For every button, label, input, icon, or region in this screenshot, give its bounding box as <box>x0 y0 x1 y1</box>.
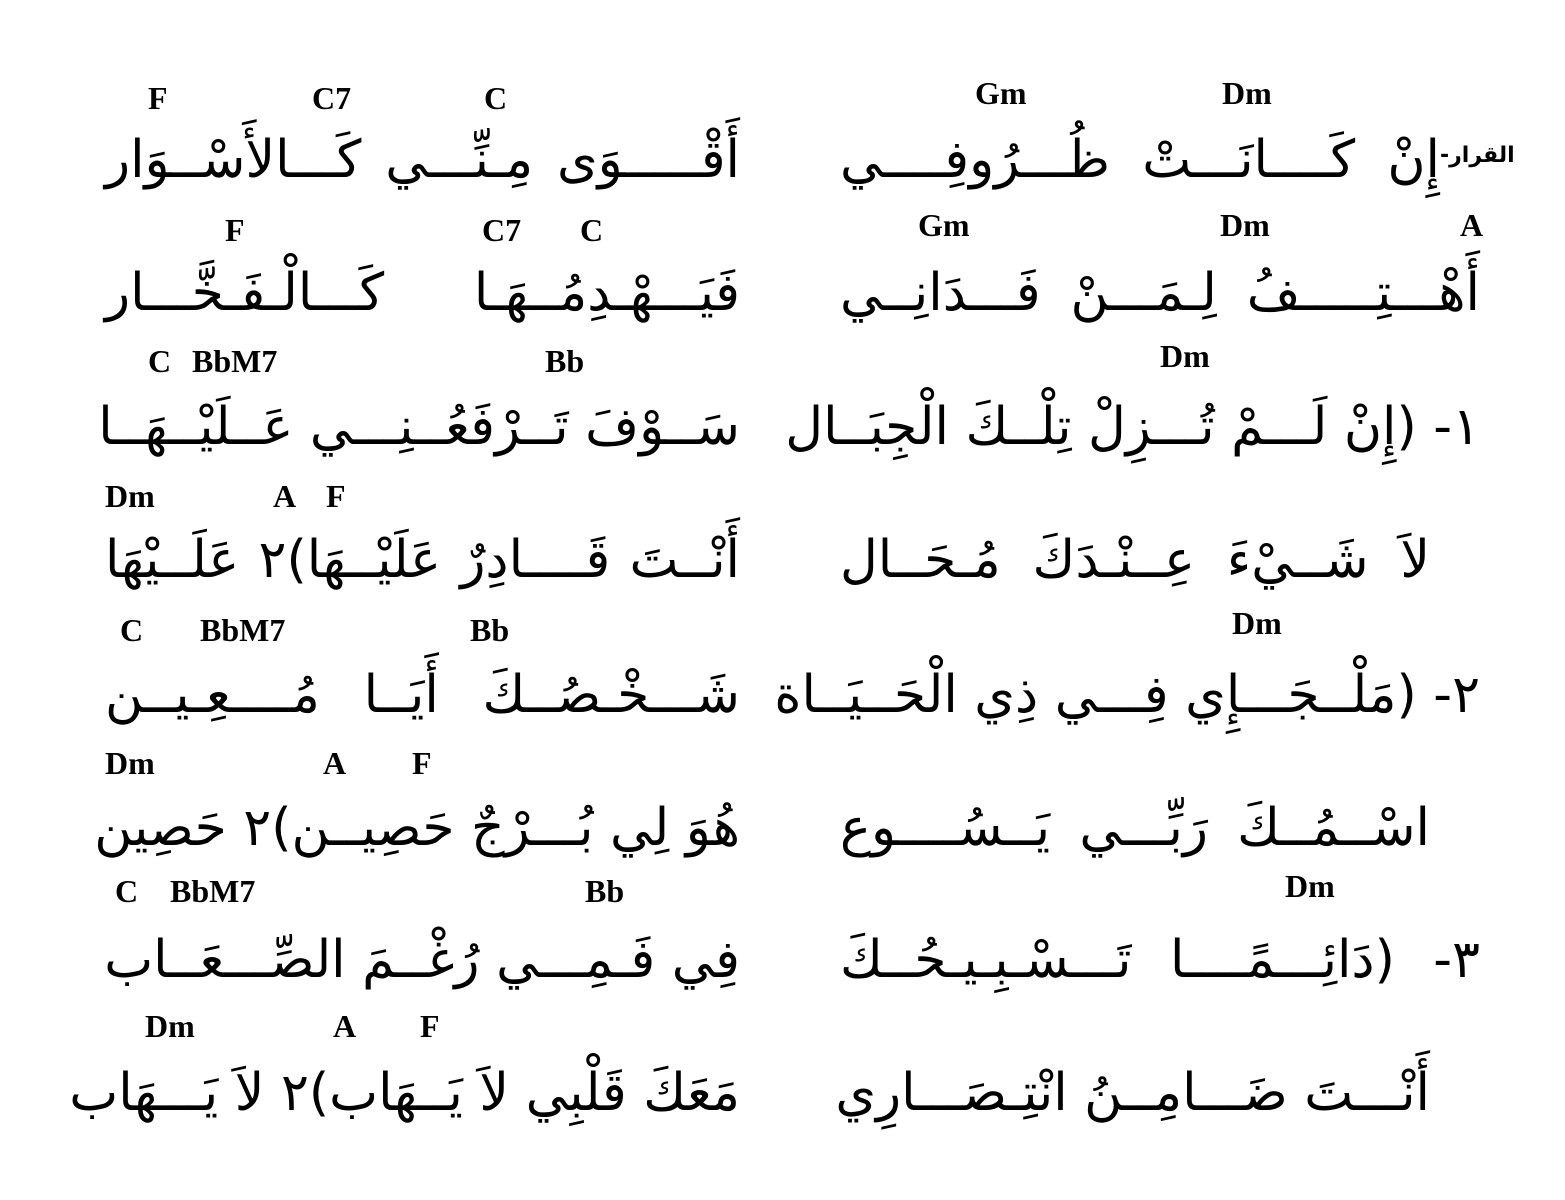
chord-row1-left-1: F <box>148 80 168 116</box>
chord-row3-left-1: C <box>148 343 172 379</box>
chord-row4-left-1: Dm <box>105 478 155 514</box>
chord-row5-left-2: BbM7 <box>200 612 286 648</box>
lyric-row1-left: أَقْـــــوَى مِـنِّـــي كَـــالأَسْــوَار <box>105 130 740 190</box>
lyric-row5-right: ٢- (مَلْــجَـــإِي فِـــي ذِي الْحَــيَــاة <box>774 665 1480 725</box>
chord-row2-right-3: A <box>1460 207 1484 243</box>
lyric-row4-right: لاَ شَــيْءَ عِــنْـدَكَ مُـحَــال <box>840 530 1430 590</box>
lyric-row8-right: أَنْـــتَ ضَـــامِــنُ انْتِـصَـــارِي <box>835 1063 1430 1123</box>
chord-row5-left-3: Bb <box>470 612 510 648</box>
chord-row5-right-1: Dm <box>1232 605 1282 641</box>
lyric-row6-left: هُوَ لِي بُـــرْجٌ حَصِيــن)٢ حَصِين <box>94 798 740 858</box>
lyric-row7-left: فِي فَـمِـــي رُغْــمَ الصِّـــعَــاب <box>104 930 740 990</box>
chord-row7-left-1: C <box>115 873 139 909</box>
lyric-row7-right: ٣- (دَائِـــمًــــا تَـــسْـبِـيـحُــكَ <box>840 930 1480 990</box>
chord-row1-right-1: Gm <box>975 75 1027 111</box>
chord-row2-left-2: C7 <box>482 212 522 248</box>
lyric-row2-left: فَيَـــهْـدِمُــهَـا كَـــالْـفَـخَّـــار <box>105 263 740 323</box>
chord-row6-left-1: Dm <box>105 745 155 781</box>
chord-row2-right-1: Gm <box>918 207 970 243</box>
chord-row6-left-2: A <box>323 745 347 781</box>
lyric-row3-right: ١- (إِنْ لَـــمْ تُـــزِلْ تِلْــكَ الْجِبَــال <box>785 397 1480 457</box>
lyric-row1-right: إِنْ كَــــانَـــتْ ظُـــرُوفِــــي <box>840 130 1440 190</box>
chord-row7-right-1: Dm <box>1285 868 1335 904</box>
chorus-label: القرار- <box>1440 143 1515 168</box>
lyric-row5-left: شَـــخْـصُــكَ أَيَــا مُــــعِـيــن <box>105 665 740 725</box>
chord-row1-right-2: Dm <box>1222 75 1272 111</box>
chord-row7-left-2: BbM7 <box>170 873 256 909</box>
chord-row8-left-3: F <box>420 1008 440 1044</box>
chord-row4-left-2: A <box>273 478 297 514</box>
chord-row4-left-3: F <box>326 478 346 514</box>
chord-row2-right-2: Dm <box>1220 207 1270 243</box>
lyric-row6-right: اسْــمُــكَ رَبِّـــي يَــسُــــوع <box>840 798 1430 858</box>
chord-row1-left-3: C <box>484 80 508 116</box>
chord-row3-left-2: BbM7 <box>192 343 278 379</box>
chord-row2-left-1: F <box>225 212 245 248</box>
chord-row7-left-3: Bb <box>585 873 625 909</box>
lyric-row8-left: مَعَكَ قَلْبِي لاَ يَــهَاب)٢ لاَ يَـــهَاب <box>69 1063 740 1123</box>
chord-row3-right-1: Dm <box>1160 338 1210 374</box>
lyric-row4-left: أَنْــتَ قَــــادِرٌ عَلَيْــهَا)٢ عَلَــيْهَا <box>105 530 740 590</box>
chord-row2-left-3: C <box>580 212 604 248</box>
chord-row5-left-1: C <box>120 612 144 648</box>
chord-row8-left-2: A <box>333 1008 357 1044</box>
chord-row6-left-3: F <box>412 745 432 781</box>
chord-row8-left-1: Dm <box>145 1008 195 1044</box>
chord-row3-left-3: Bb <box>545 343 585 379</box>
lyric-row3-left: سَــوْفَ تَــرْفَعُــنِـــي عَــلَيْــهَــا <box>98 397 740 457</box>
lyric-row2-right: أَهْـــتِـــــفُ لِـمَـــنْ فَـــدَانِــي <box>840 263 1480 323</box>
chord-row1-left-2: C7 <box>312 80 352 116</box>
